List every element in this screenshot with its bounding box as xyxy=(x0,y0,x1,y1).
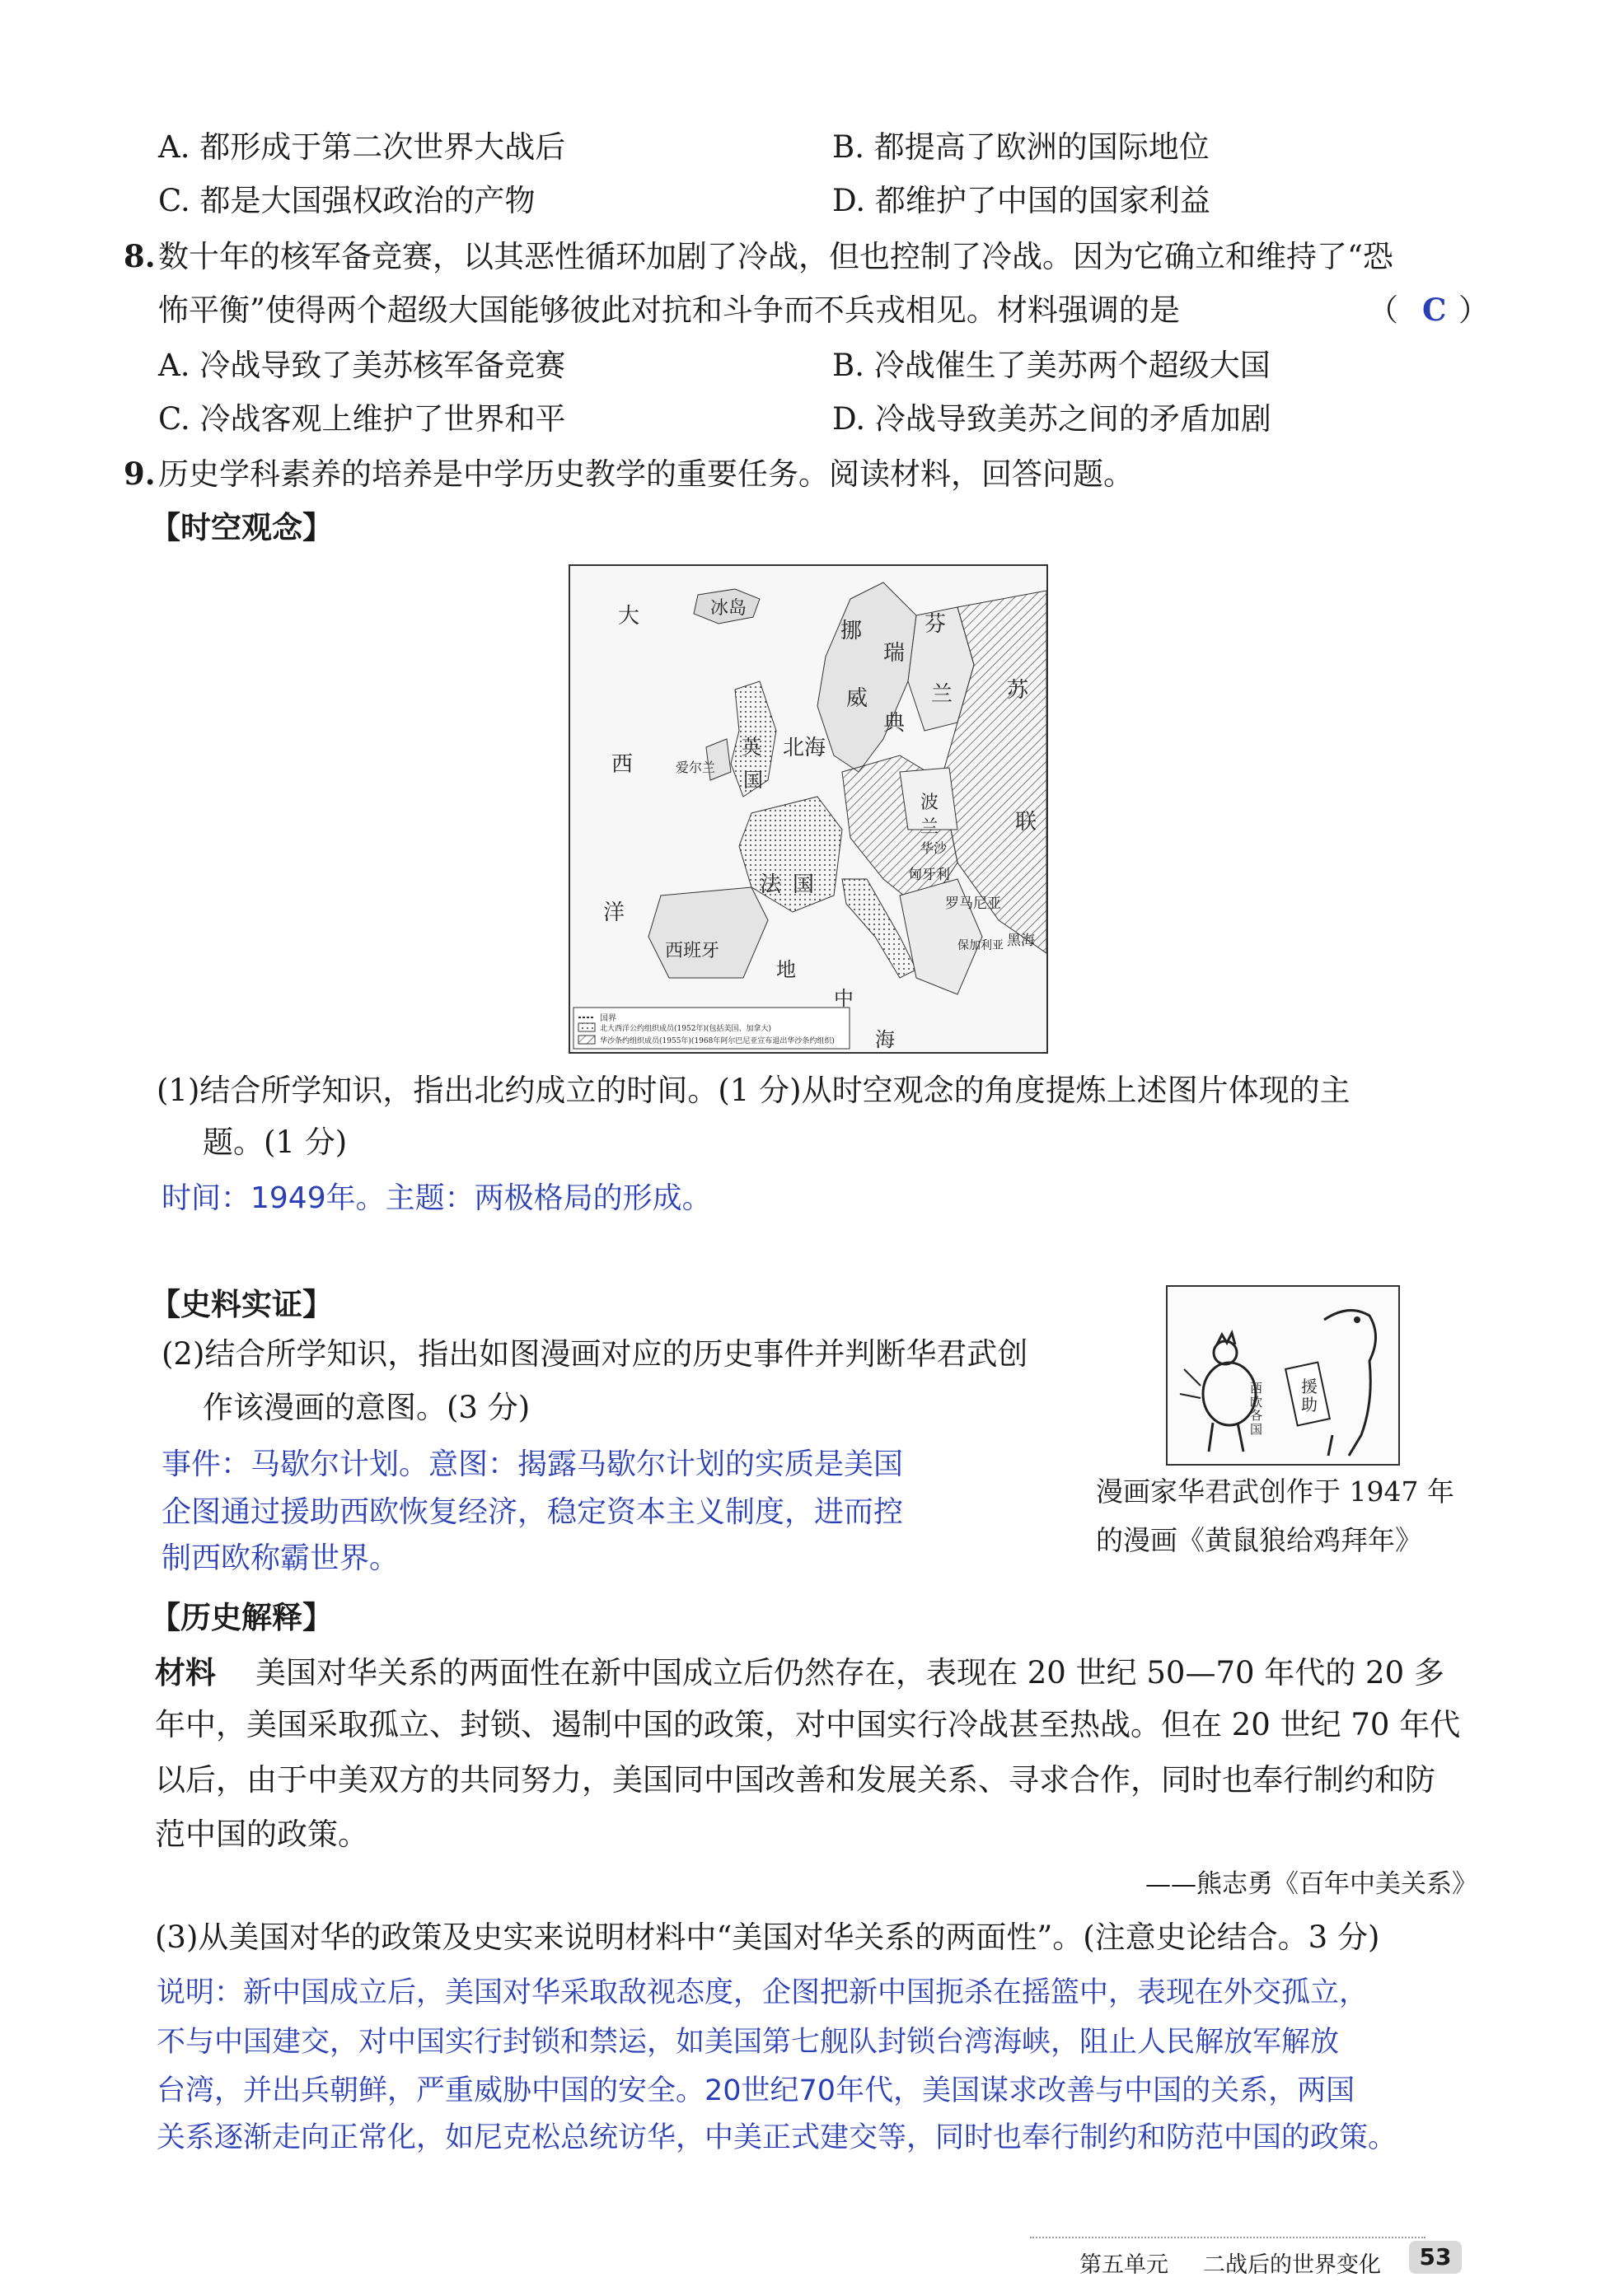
material-line1: 美国对华关系的两面性在新中国成立后仍然存在，表现在 20 世纪 50—70 年代的 20 多 xyxy=(255,1655,1444,1690)
map-label-uk-1: 英 xyxy=(742,736,761,759)
q8-answer: C xyxy=(1422,292,1447,328)
map-label-med-3: 海 xyxy=(875,1028,895,1051)
map-label-poland-1: 波 xyxy=(920,793,939,813)
map-label-med-1: 地 xyxy=(776,958,796,981)
map-label-norway-2: 威 xyxy=(846,686,868,711)
map-label-finland-1: 芬 xyxy=(925,612,947,637)
cartoon-sign-text: 援助 xyxy=(1301,1377,1318,1415)
map-label-north-sea: 北海 xyxy=(783,736,826,760)
q9-sub1-line2: 题。(1 分) xyxy=(203,1125,348,1160)
map-legend-border: 国界 xyxy=(600,1014,616,1023)
map-label-sweden-1: 瑞 xyxy=(883,641,906,666)
map-label-atlantic-3: 洋 xyxy=(603,900,625,925)
q8-option-d: D. 冷战导致美苏之间的矛盾加剧 xyxy=(832,401,1271,437)
q9-answer3-line3: 台湾，并出兵朝鲜，严重威胁中国的安全。20世纪70年代，美国谋求改善与中国的关系，两国 xyxy=(157,2074,1355,2107)
q9-answer2-line3: 制西欧称霸世界。 xyxy=(162,1541,400,1575)
section-heading-spacetime: 【时空观念】 xyxy=(150,510,333,545)
q7-option-d: D. 都维护了中国的国家利益 xyxy=(832,183,1210,218)
q9-sub3: (3)从美国对华的政策及史实来说明材料中“美国对华关系的两面性”。(注意史论结合。3 分) xyxy=(155,1920,1380,1955)
map-label-norway-1: 挪 xyxy=(840,619,863,643)
map-label-france-1: 法 xyxy=(760,872,782,897)
q9-sub2-line1: (2)结合所学知识，指出如图漫画对应的历史事件并判断华君武创 xyxy=(162,1336,1028,1372)
q8-paren-open: （ xyxy=(1368,292,1398,328)
map-label-ireland: 爱尔兰 xyxy=(676,760,716,775)
q9-answer2-line1: 事件：马歇尔计划。意图：揭露马歇尔计划的实质是美国 xyxy=(162,1447,904,1481)
map-label-med-2: 中 xyxy=(834,987,854,1010)
cartoon-image xyxy=(1166,1285,1400,1466)
q9-sub2-line2: 作该漫画的意图。(3 分) xyxy=(203,1390,531,1425)
section-heading-interpretation: 【历史解释】 xyxy=(150,1600,333,1635)
q7-option-b: B. 都提高了欧洲的国际地位 xyxy=(832,129,1210,165)
map-label-ussr-1: 苏 xyxy=(1007,678,1029,703)
map-label-poland-2: 兰 xyxy=(920,817,939,838)
q9-number: 9. xyxy=(124,456,156,492)
q8-number: 8. xyxy=(124,238,156,274)
q9-answer3-line2: 不与中国建交，对中国实行封锁和禁运，如美国第七舰队封锁台湾海峡，阻止人民解放军解放 xyxy=(157,2026,1340,2059)
q8-paren-close: ） xyxy=(1458,292,1489,328)
map-legend-nato: 北大西洋公约组织成员(1952年)(包括美国、加拿大) xyxy=(600,1025,771,1033)
material-line4: 范中国的政策。 xyxy=(155,1817,368,1852)
map-label-france-2: 国 xyxy=(793,872,815,897)
map-label-sweden-2: 典 xyxy=(883,711,906,736)
map-label-bulgaria: 保加利亚 xyxy=(957,939,1004,952)
map-label-atlantic-1: 大 xyxy=(618,604,640,629)
material-line2: 年中，美国采取孤立、封锁、遏制中国的政策，对中国实行冷战甚至热战。但在 20 世纪 70 年代 xyxy=(155,1707,1461,1742)
map-label-hungary: 匈牙利 xyxy=(908,867,950,883)
map-label-uk-2: 国 xyxy=(743,769,763,792)
q9-answer3-line1: 说明：新中国成立后，美国对华采取敌视态度，企图把新中国扼杀在摇篮中，表现在外交孤立， xyxy=(157,1976,1369,2009)
section-heading-evidence: 【史料实证】 xyxy=(150,1287,333,1322)
map-label-romania: 罗马尼亚 xyxy=(945,895,1001,912)
page-number: 53 xyxy=(1409,2241,1462,2274)
q9-answer2-line2: 企图通过援助西欧恢复经济，稳定资本主义制度，进而控 xyxy=(162,1495,904,1529)
q9-sub1-line1: (1)结合所学知识，指出北约成立的时间。(1 分)从时空观念的角度提炼上述图片体现的主 xyxy=(157,1073,1351,1108)
map-label-iceland: 冰岛 xyxy=(710,598,747,619)
q8-stem-line1: 数十年的核军备竞赛，以其恶性循环加剧了冷战，但也控制了冷战。因为它确立和维持了“恐 xyxy=(158,239,1393,274)
map-legend-warsaw-pact: 华沙条约组织成员(1955年)(1968年阿尔巴尼亚宣布退出华沙条约组织) xyxy=(600,1037,835,1045)
map-label-ussr-2: 联 xyxy=(1015,810,1037,835)
footer-unit: 第五单元 xyxy=(1079,2252,1168,2278)
material-label: 材料 xyxy=(155,1654,216,1690)
map-label-black-sea: 黑海 xyxy=(1007,933,1035,949)
cartoon-chicken-label: 西欧各国 xyxy=(1250,1381,1263,1437)
cartoon-caption-line2: 的漫画《黄鼠狼给鸡拜年》 xyxy=(1096,1524,1422,1556)
footer-rule xyxy=(1030,2237,1425,2238)
q7-option-c: C. 都是大国强权政治的产物 xyxy=(158,183,536,218)
europe-map-graphic xyxy=(570,566,1046,1052)
map-label-warsaw: 华沙 xyxy=(920,840,948,856)
cartoon-caption-line1: 漫画家华君武创作于 1947 年 xyxy=(1096,1475,1454,1508)
q7-option-a: A. 都形成于第二次世界大战后 xyxy=(158,129,566,165)
q9-answer1: 时间：1949年。主题：两极格局的形成。 xyxy=(162,1181,712,1215)
map-label-finland-2: 兰 xyxy=(931,682,953,707)
q8-option-c: C. 冷战客观上维护了世界和平 xyxy=(158,401,566,437)
q8-option-b: B. 冷战催生了美苏两个超级大国 xyxy=(832,348,1271,383)
map-label-atlantic-2: 西 xyxy=(611,752,634,777)
footer-title: 二战后的世界变化 xyxy=(1203,2252,1381,2278)
q9-stem: 历史学科素养的培养是中学历史教学的重要任务。阅读材料，回答问题。 xyxy=(158,456,1134,492)
q9-answer3-line4: 关系逐渐走向正常化，如尼克松总统访华，中美正式建交等，同时也奉行制约和防范中国的政策。 xyxy=(157,2121,1397,2154)
q8-option-a: A. 冷战导致了美苏核军备竞赛 xyxy=(158,348,566,383)
map-label-spain: 西班牙 xyxy=(665,941,720,961)
cartoon-graphic xyxy=(1168,1287,1398,1464)
europe-map xyxy=(569,564,1048,1054)
q8-stem-line2: 怖平衡”使得两个超级大国能够彼此对抗和斗争而不兵戎相见。材料强调的是 xyxy=(158,292,1180,328)
material-source: ——熊志勇《百年中美关系》 xyxy=(1145,1869,1477,1899)
material-line3: 以后，由于中美双方的共同努力，美国同中国改善和发展关系、寻求合作，同时也奉行制约和防 xyxy=(155,1762,1435,1798)
